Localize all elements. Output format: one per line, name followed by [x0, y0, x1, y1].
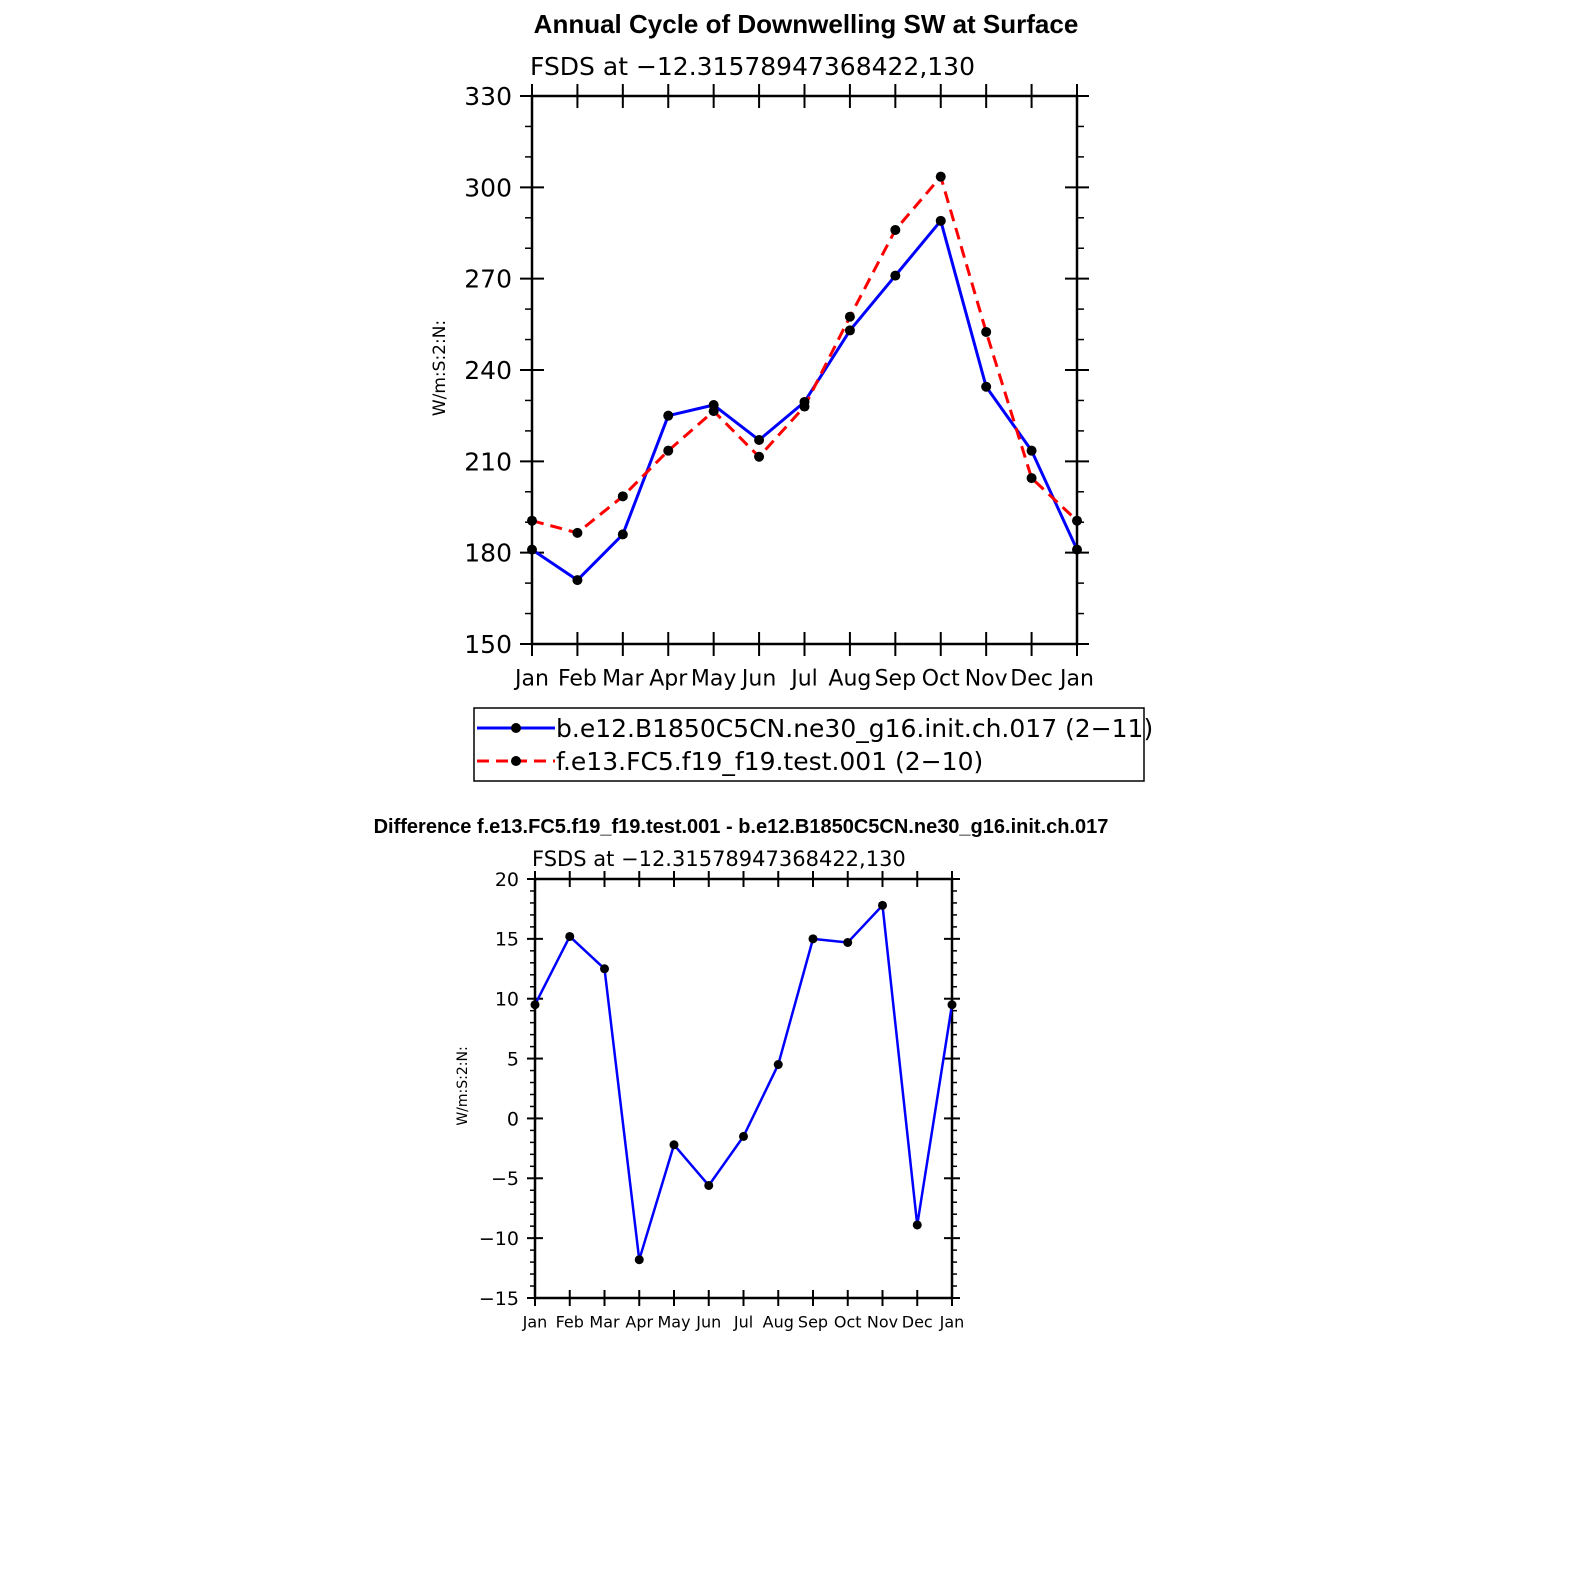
chart1-series-2-point: [845, 312, 855, 322]
chart2-xtick-label: Jan: [522, 1312, 548, 1332]
chart2-series-1-point: [774, 1060, 783, 1069]
chart2-xtick-label: Apr: [625, 1312, 654, 1332]
legend-marker-series-1: [511, 723, 521, 733]
chart1-ytick-label: 210: [464, 447, 512, 477]
chart1-subtitle: FSDS at −12.31578947368422,130: [530, 52, 975, 81]
chart2-y-axis-label: W/m:S:2:N:: [455, 1046, 471, 1126]
chart2-xtick-label: Aug: [762, 1312, 794, 1332]
chart1-xtick-label: Jul: [791, 666, 818, 692]
chart2-series-1-point: [670, 1140, 679, 1149]
chart2-xtick-label: Sep: [797, 1312, 829, 1332]
chart1-series-2-point: [572, 528, 582, 538]
chart2-xtick-label: Jan: [939, 1312, 965, 1332]
chart1-ytick-label: 150: [464, 630, 512, 659]
chart1-series-1-point: [663, 411, 673, 421]
chart2-series-1-point: [913, 1220, 922, 1229]
chart1-series-2-point: [663, 446, 673, 456]
chart2-ytick-label: −10: [478, 1227, 519, 1250]
chart1-xtick-label: Aug: [828, 666, 872, 692]
chart2-ytick-label: −5: [490, 1168, 519, 1191]
chart1-ytick-label: 330: [464, 82, 512, 111]
chart2-ytick-label: 15: [494, 928, 519, 951]
chart1-series-1-point: [1072, 545, 1082, 555]
legend-label-series-1: b.e12.B1850C5CN.ne30_g16.init.ch.017 (2−11): [556, 714, 1154, 743]
chart1-y-axis-label: W/m:S:2:N:: [430, 319, 450, 417]
chart2-ytick-label: 0: [506, 1108, 519, 1131]
chart1-xtick-label: Feb: [557, 666, 597, 692]
chart1-series-2-point: [981, 327, 991, 337]
chart1-series-2-point: [936, 172, 946, 182]
chart1-series-1-point: [1027, 446, 1037, 456]
chart2-xtick-label: Feb: [555, 1312, 584, 1332]
chart2-xtick-label: Dec: [901, 1312, 933, 1332]
chart1-xtick-label: Jun: [741, 666, 777, 692]
chart1-ytick-label: 240: [464, 356, 512, 385]
chart2-series-1-point: [878, 901, 887, 910]
chart1-xtick-label: Nov: [964, 666, 1008, 692]
chart1-series-2-point: [754, 452, 764, 462]
chart1-xtick-label: Mar: [602, 666, 644, 692]
chart1-series-1-point: [572, 575, 582, 585]
chart1-series-2-point: [1027, 473, 1037, 483]
chart2-series-1-point: [843, 938, 852, 947]
chart1-series-1-point: [527, 545, 537, 555]
chart1-series-2-point: [618, 491, 628, 501]
chart1-legend: [474, 708, 1153, 781]
chart1-xtick-label: Jan: [1060, 666, 1094, 692]
chart2-series-1-point: [600, 964, 609, 973]
chart2-series-1-point: [565, 932, 574, 941]
chart2-series-1-point: [704, 1181, 713, 1190]
chart1-series-2-point: [709, 406, 719, 416]
chart1-series-1-point: [754, 435, 764, 445]
chart2-ytick-label: 10: [494, 988, 519, 1011]
chart2-xtick-label: Mar: [589, 1312, 620, 1332]
chart1-ytick-label: 300: [464, 173, 512, 203]
chart1-series-1-point: [618, 529, 628, 539]
chart2-xtick-label: May: [657, 1312, 691, 1332]
chart1-series-2-point: [800, 402, 810, 412]
chart2-ytick-label: 5: [506, 1048, 519, 1071]
chart2-xtick-label: Nov: [866, 1312, 899, 1332]
chart1-series-1-point: [845, 325, 855, 335]
chart2-series-1-point: [635, 1255, 644, 1264]
chart1-xtick-label: Jan: [515, 666, 549, 692]
chart2-xtick-label: Jul: [733, 1312, 754, 1332]
chart1-series-1-point: [890, 271, 900, 281]
chart2-series-1-point: [809, 934, 818, 943]
legend-marker-series-2: [511, 756, 521, 766]
chart2-series-1-point: [948, 1000, 957, 1009]
legend-label-series-2: f.e13.FC5.f19_f19.test.001 (2−10): [556, 747, 984, 776]
chart1-series-1-point: [981, 382, 991, 392]
chart2-xtick-label: Jun: [696, 1312, 722, 1332]
chart1-xtick-label: Oct: [921, 666, 960, 692]
chart2-subtitle: FSDS at −12.31578947368422,130: [532, 847, 906, 871]
chart2-ytick-label: −15: [478, 1287, 519, 1310]
chart1-series-2-point: [527, 516, 537, 526]
chart2-xtick-label: Oct: [833, 1312, 862, 1332]
chart2-title: Difference f.e13.FC5.f19_f19.test.001 - b.e12.B1850C5CN.ne30_g16.init.ch.017: [373, 816, 1109, 838]
chart1-ytick-label: 270: [464, 264, 512, 294]
chart1-title: Annual Cycle of Downwelling SW at Surface: [533, 9, 1079, 39]
chart1-xtick-label: Sep: [874, 666, 917, 692]
chart1-ytick-label: 180: [464, 538, 512, 568]
chart2-ytick-label: 20: [494, 868, 519, 891]
chart1-series-1-point: [936, 216, 946, 226]
chart2-series-1-point: [739, 1132, 748, 1141]
chart1-xtick-label: May: [690, 666, 737, 692]
chart1-series-2-point: [1072, 516, 1082, 526]
chart1-series-2-point: [890, 225, 900, 235]
chart1-xtick-label: Dec: [1010, 666, 1053, 692]
chart1-xtick-label: Apr: [649, 666, 688, 692]
chart2-series-1-point: [531, 1000, 540, 1009]
